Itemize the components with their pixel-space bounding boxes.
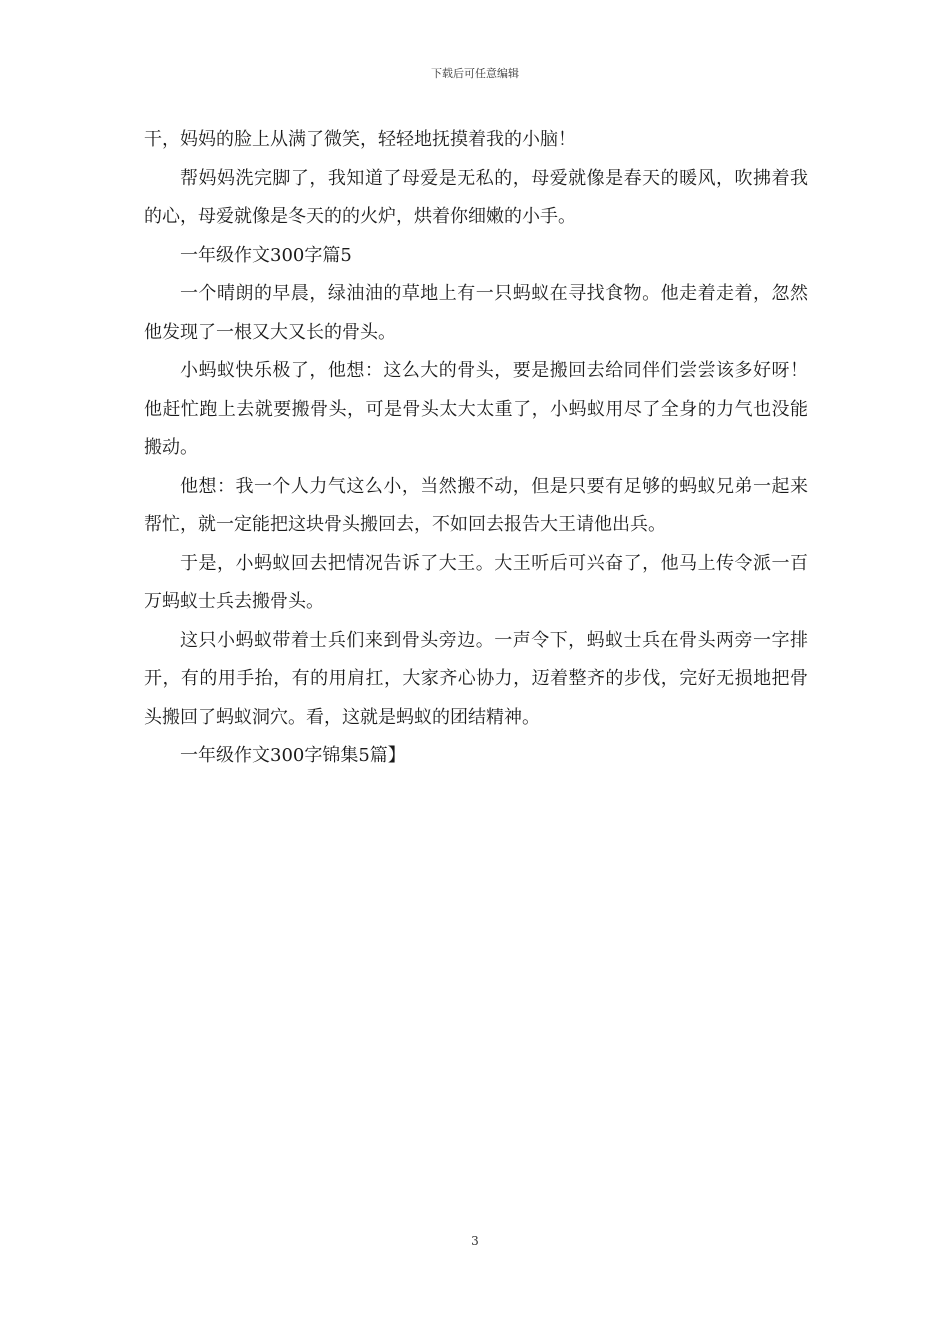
paragraph-4: 小蚂蚁快乐极了，他想：这么大的骨头，要是搬回去给同伴们尝尝该多好呀！他赶忙跑上去就要搬骨头，可是骨头太大太重了，小蚂蚁用尽了全身的力气也没能搬动。	[144, 360, 808, 458]
document-body	[144, 121, 808, 776]
section-heading: 一年级作文300字篇5	[180, 244, 352, 266]
page-header: 下载后可任意编辑	[431, 67, 519, 80]
paragraph-7: 这只小蚂蚁带着士兵们来到骨头旁边。一声令下，蚂蚁士兵在骨头两旁一字排开，有的用手抬，有的用肩扛，大家齐心协力，迈着整齐的步伐，完好无损地把骨头搬回了蚂蚁洞穴。看，这就是蚂蚁的团结精神。	[144, 629, 808, 728]
paragraph-1: 干，妈妈的脸上从满了微笑，轻轻地抚摸着我的小脑！	[144, 129, 576, 150]
paragraph-2: 帮妈妈洗完脚了，我知道了母爱是无私的，母爱就像是春天的暖风，吹拂着我的心，母爱就像是冬天的的火炉，烘着你细嫩的小手。	[144, 167, 808, 227]
closing-line: 一年级作文300字锦集5篇】	[180, 745, 406, 766]
paragraph-3: 一个晴朗的早晨，绿油油的草地上有一只蚂蚁在寻找食物。他走着走着，忽然他发现了一根又大又长的骨头。	[144, 283, 808, 343]
paragraph-5: 他想：我一个人力气这么小，当然搬不动，但是只要有足够的蚂蚁兄弟一起来帮忙，就一定能把这块骨头搬回去，不如回去报告大王请他出兵。	[144, 475, 808, 535]
page-number: 3	[471, 1234, 479, 1248]
paragraph-6: 于是，小蚂蚁回去把情况告诉了大王。大王听后可兴奋了，他马上传令派一百万蚂蚁士兵去搬骨头。	[144, 552, 808, 612]
